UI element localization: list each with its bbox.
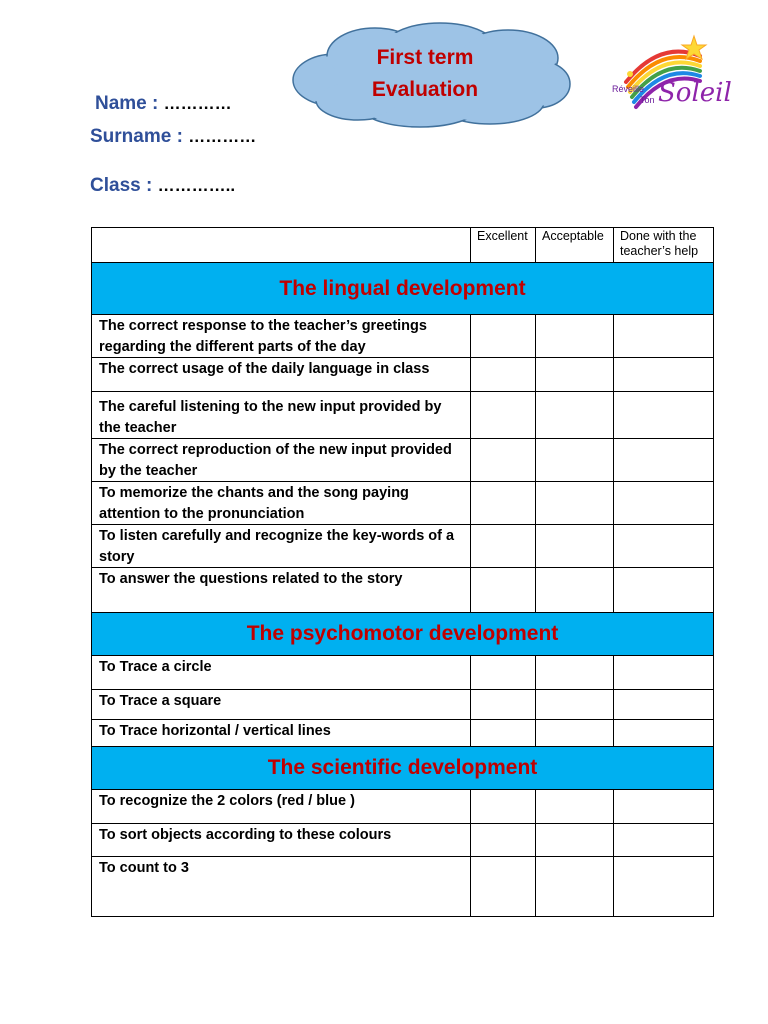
table-row xyxy=(92,315,714,358)
rating-cell-excellent[interactable] xyxy=(471,790,536,824)
rating-cell-teacher-help[interactable] xyxy=(614,720,714,747)
section-title-psychomotor: The psychomotor development xyxy=(92,613,714,656)
rating-cell-acceptable[interactable] xyxy=(536,656,614,690)
class-field xyxy=(90,175,235,197)
rating-cell-acceptable[interactable] xyxy=(536,482,614,525)
table-row xyxy=(92,690,714,720)
rating-cell-acceptable[interactable] xyxy=(536,439,614,482)
rating-cell-excellent[interactable] xyxy=(471,568,536,613)
rating-cell-teacher-help[interactable] xyxy=(614,824,714,857)
criterion-text: To sort objects according to these colours xyxy=(92,824,471,857)
criterion-text: To count to 3 xyxy=(92,857,471,917)
rating-cell-teacher-help[interactable] xyxy=(614,568,714,613)
reveille-ton-soleil-logo xyxy=(608,30,732,112)
rating-cell-teacher-help[interactable] xyxy=(614,656,714,690)
column-header-excellent: Excellent xyxy=(471,228,536,263)
rating-cell-teacher-help[interactable] xyxy=(614,790,714,824)
rating-cell-teacher-help[interactable] xyxy=(614,315,714,358)
table-row xyxy=(92,439,714,482)
logo-text-soleil: Soleil xyxy=(658,78,732,108)
table-row xyxy=(92,656,714,690)
surname-dots[interactable]: ………… xyxy=(188,127,257,146)
criterion-text: The careful listening to the new input provided by the teacher xyxy=(92,392,471,439)
rating-cell-teacher-help[interactable] xyxy=(614,392,714,439)
rating-cell-excellent[interactable] xyxy=(471,690,536,720)
surname-field xyxy=(90,126,256,148)
rating-cell-excellent[interactable] xyxy=(471,358,536,392)
criterion-text: The correct usage of the daily language in class xyxy=(92,358,471,392)
page-title xyxy=(290,42,560,106)
rating-cell-excellent[interactable] xyxy=(471,482,536,525)
criterion-text: The correct reproduction of the new input provided by the teacher xyxy=(92,439,471,482)
table-row xyxy=(92,392,714,439)
name-label: Name : xyxy=(95,93,159,114)
title-line-2: Evaluation xyxy=(371,78,479,101)
rating-cell-acceptable[interactable] xyxy=(536,358,614,392)
criterion-text: To listen carefully and recognize the key-words of a story xyxy=(92,525,471,568)
surname-label: Surname : xyxy=(90,126,183,147)
criteria-header-cell xyxy=(92,228,471,263)
rating-cell-acceptable[interactable] xyxy=(536,720,614,747)
table-row xyxy=(92,568,714,613)
rating-cell-excellent[interactable] xyxy=(471,720,536,747)
table-row xyxy=(92,525,714,568)
rating-cell-acceptable[interactable] xyxy=(536,690,614,720)
evaluation-table xyxy=(91,227,714,917)
rating-cell-teacher-help[interactable] xyxy=(614,857,714,917)
section-title-lingual: The lingual development xyxy=(92,263,714,315)
column-header-acceptable: Acceptable xyxy=(536,228,614,263)
rating-cell-excellent[interactable] xyxy=(471,656,536,690)
class-label: Class : xyxy=(90,175,153,196)
section-row-lingual xyxy=(92,263,714,315)
logo-text-ton: Ton xyxy=(640,95,655,105)
table-row xyxy=(92,720,714,747)
rating-cell-teacher-help[interactable] xyxy=(614,439,714,482)
rating-cell-acceptable[interactable] xyxy=(536,525,614,568)
rating-cell-teacher-help[interactable] xyxy=(614,690,714,720)
column-header-teacher-help: Done with the teacher’s help xyxy=(614,228,714,263)
criterion-text: To Trace horizontal / vertical lines xyxy=(92,720,471,747)
rating-cell-acceptable[interactable] xyxy=(536,857,614,917)
class-dots[interactable]: ………….. xyxy=(157,176,236,195)
rating-cell-excellent[interactable] xyxy=(471,824,536,857)
name-field xyxy=(95,93,232,115)
rating-cell-teacher-help[interactable] xyxy=(614,358,714,392)
name-dots[interactable]: ………… xyxy=(163,94,232,113)
rating-cell-acceptable[interactable] xyxy=(536,392,614,439)
rating-cell-excellent[interactable] xyxy=(471,315,536,358)
logo-text-reveille: Réveille xyxy=(612,84,645,94)
table-row xyxy=(92,790,714,824)
criterion-text: The correct response to the teacher’s greetings regarding the different parts of the day xyxy=(92,315,471,358)
rating-cell-excellent[interactable] xyxy=(471,392,536,439)
rating-cell-excellent[interactable] xyxy=(471,439,536,482)
section-row-psychomotor xyxy=(92,613,714,656)
criterion-text: To Trace a square xyxy=(92,690,471,720)
rating-cell-acceptable[interactable] xyxy=(536,568,614,613)
rating-cell-acceptable[interactable] xyxy=(536,824,614,857)
title-cloud xyxy=(290,22,578,130)
rating-cell-teacher-help[interactable] xyxy=(614,525,714,568)
rating-cell-excellent[interactable] xyxy=(471,857,536,917)
table-header-row xyxy=(92,228,714,263)
section-row-scientific xyxy=(92,747,714,790)
section-title-scientific: The scientific development xyxy=(92,747,714,790)
table-row xyxy=(92,358,714,392)
rating-cell-acceptable[interactable] xyxy=(536,790,614,824)
criterion-text: To memorize the chants and the song paying attention to the pronunciation xyxy=(92,482,471,525)
rating-cell-teacher-help[interactable] xyxy=(614,482,714,525)
table-row xyxy=(92,824,714,857)
criterion-text: To answer the questions related to the story xyxy=(92,568,471,613)
table-row xyxy=(92,857,714,917)
rating-cell-acceptable[interactable] xyxy=(536,315,614,358)
criterion-text: To recognize the 2 colors (red / blue ) xyxy=(92,790,471,824)
criterion-text: To Trace a circle xyxy=(92,656,471,690)
title-line-1: First term xyxy=(376,46,474,69)
rating-cell-excellent[interactable] xyxy=(471,525,536,568)
table-row xyxy=(92,482,714,525)
